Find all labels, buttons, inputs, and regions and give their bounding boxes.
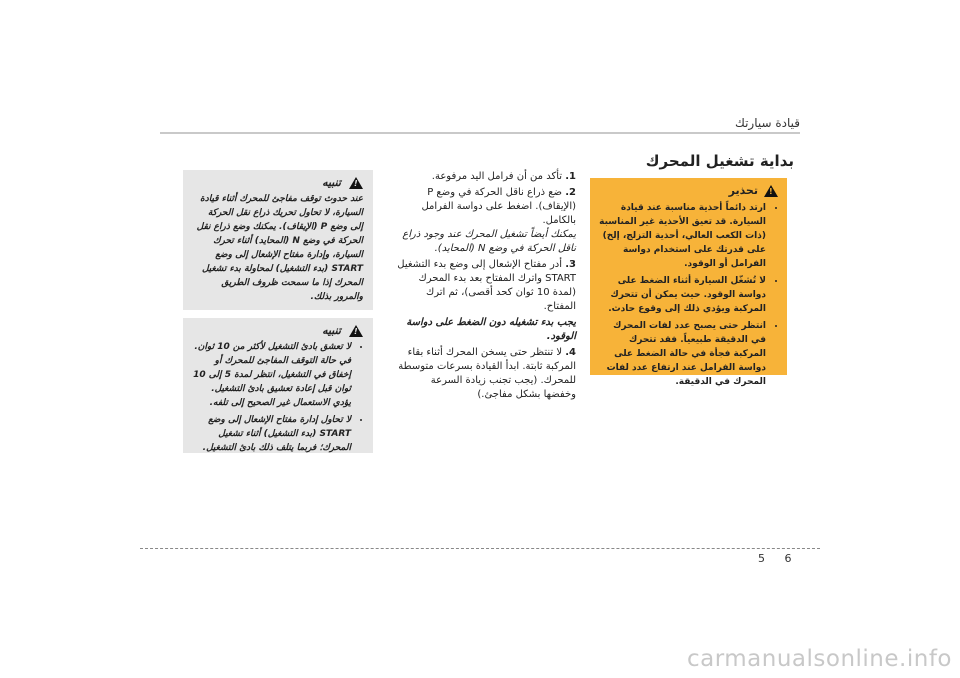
step-3 — [396, 258, 576, 314]
caution-box-2 — [183, 318, 373, 453]
warning-item: • لا تُشغّل السيارة أثناء الضغط على دواسة الوقود. حيث يمكن أن تتحرك المركبة ويؤدي ذلك إلى وقوع حادث. — [599, 274, 766, 316]
warning-box — [590, 178, 787, 387]
page-numbers — [758, 552, 808, 565]
step-text: ضع ذراع ناقل الحركة في وضع P (الإيقاف). اضغط على دواسة الفرامل بالكامل. — [421, 187, 576, 226]
warning-item: • انتظر حتى يصبح عدد لفات المحرك في الدقيقة طبيعياً. فقد تتحرك المركبة فجأة في حالة الضغط على دواسة الفرامل عند ارتفاع عدد لفات المحرك في الدقيقة. — [599, 319, 766, 389]
warning-icon: ! — [764, 185, 778, 197]
step-number: 2. — [565, 187, 576, 198]
caution-text: عند حدوث توقف مفاجئ للمحرك أثناء قيادة السيارة، لا تحاول تحريك ذراع نقل الحركة إلى وضع P (الإيقاف). يمكنك وضع ذراع نقل الحركة في وضع N (المحايد) أثناء تحرك السيارة، وإدارة مفتاح الإشعال إلى وضع START (بدء التشغيل) لمحاولة بدء تشغيل المحرك إذا ما سمحت ظروف الطريق والمرور بذلك. — [196, 194, 363, 302]
warning-title: تحذير — [728, 184, 758, 197]
caution-icon: ! — [349, 325, 363, 337]
caution-title: تنبيه — [322, 176, 341, 189]
section-title: بداية تشغيل المحرك — [645, 152, 794, 170]
page-number-left: 6 — [784, 552, 792, 565]
page-number-right: 5 — [758, 552, 765, 565]
start-steps — [396, 170, 576, 404]
warning-list — [599, 201, 778, 389]
caution-heading — [193, 324, 363, 337]
page-header: قيادة سيارتك — [734, 116, 800, 130]
warning-heading — [599, 184, 778, 197]
step-number: 3. — [565, 259, 576, 270]
step-number: 4. — [565, 347, 576, 358]
caution-icon: ! — [349, 177, 363, 189]
step-emphasis: يجب بدء تشغيله دون الضغط على دواسة الوقود. — [406, 317, 576, 342]
header-divider — [160, 132, 800, 134]
footer-divider — [140, 548, 820, 549]
step-2 — [396, 186, 576, 256]
step-text: تأكد من أن فرامل اليد مرفوعة. — [431, 171, 563, 182]
step-3-emphasis — [396, 316, 576, 344]
warning-item: • ارتد دائماً أحذية مناسبة عند قيادة السيارة. قد تعيق الأحذية غير المناسبة (ذات الكعب العالي، أحذية التزلج، إلخ) على قدرتك على استخدام دواسة الفرامل أو الوقود. — [599, 201, 766, 271]
caution-item: • لا تحاول إدارة مفتاح الإشعال إلى وضع START (بدء التشغيل) أثناء تشغيل المحرك؛ فربما يتلف ذلك بادئ التشغيل. — [193, 413, 351, 455]
caution-box-1 — [183, 170, 373, 310]
watermark: carmanualsonline.info — [686, 646, 952, 672]
step-note: يمكنك أيضاً تشغيل المحرك عند وجود ذراع ناقل الحركة في وضع N (المحايد). — [402, 229, 576, 254]
step-number: 1. — [565, 171, 576, 182]
step-4 — [396, 346, 576, 402]
caution-heading — [193, 176, 363, 189]
caution-list — [193, 340, 363, 455]
step-text: أدر مفتاح الإشعال إلى وضع بدء التشغيل START واترك المفتاح بعد بدء المحرك (لمدة 10 ثوان كحد أقصى)، ثم اترك المفتاح. — [397, 259, 576, 312]
step-text: لا تنتظر حتى يسخن المحرك أثناء بقاء المركبة ثابتة. ابدأ القيادة بسرعات متوسطة للمحرك. (يجب تجنب زيادة السرعة وخفضها بشكل مفاجئ.) — [398, 347, 576, 400]
caution-item: • لا تعشق بادئ التشغيل لأكثر من 10 ثوان. في حالة التوقف المفاجئ للمحرك أو إخفاق في التشغيل، انتظر لمدة 5 إلى 10 ثوان قبل إعادة تعشيق بادئ التشغيل. يؤدي الاستعمال غير الصحيح إلى تلفه. — [193, 340, 351, 410]
step-1 — [396, 170, 576, 184]
caution-title: تنبيه — [322, 324, 341, 337]
